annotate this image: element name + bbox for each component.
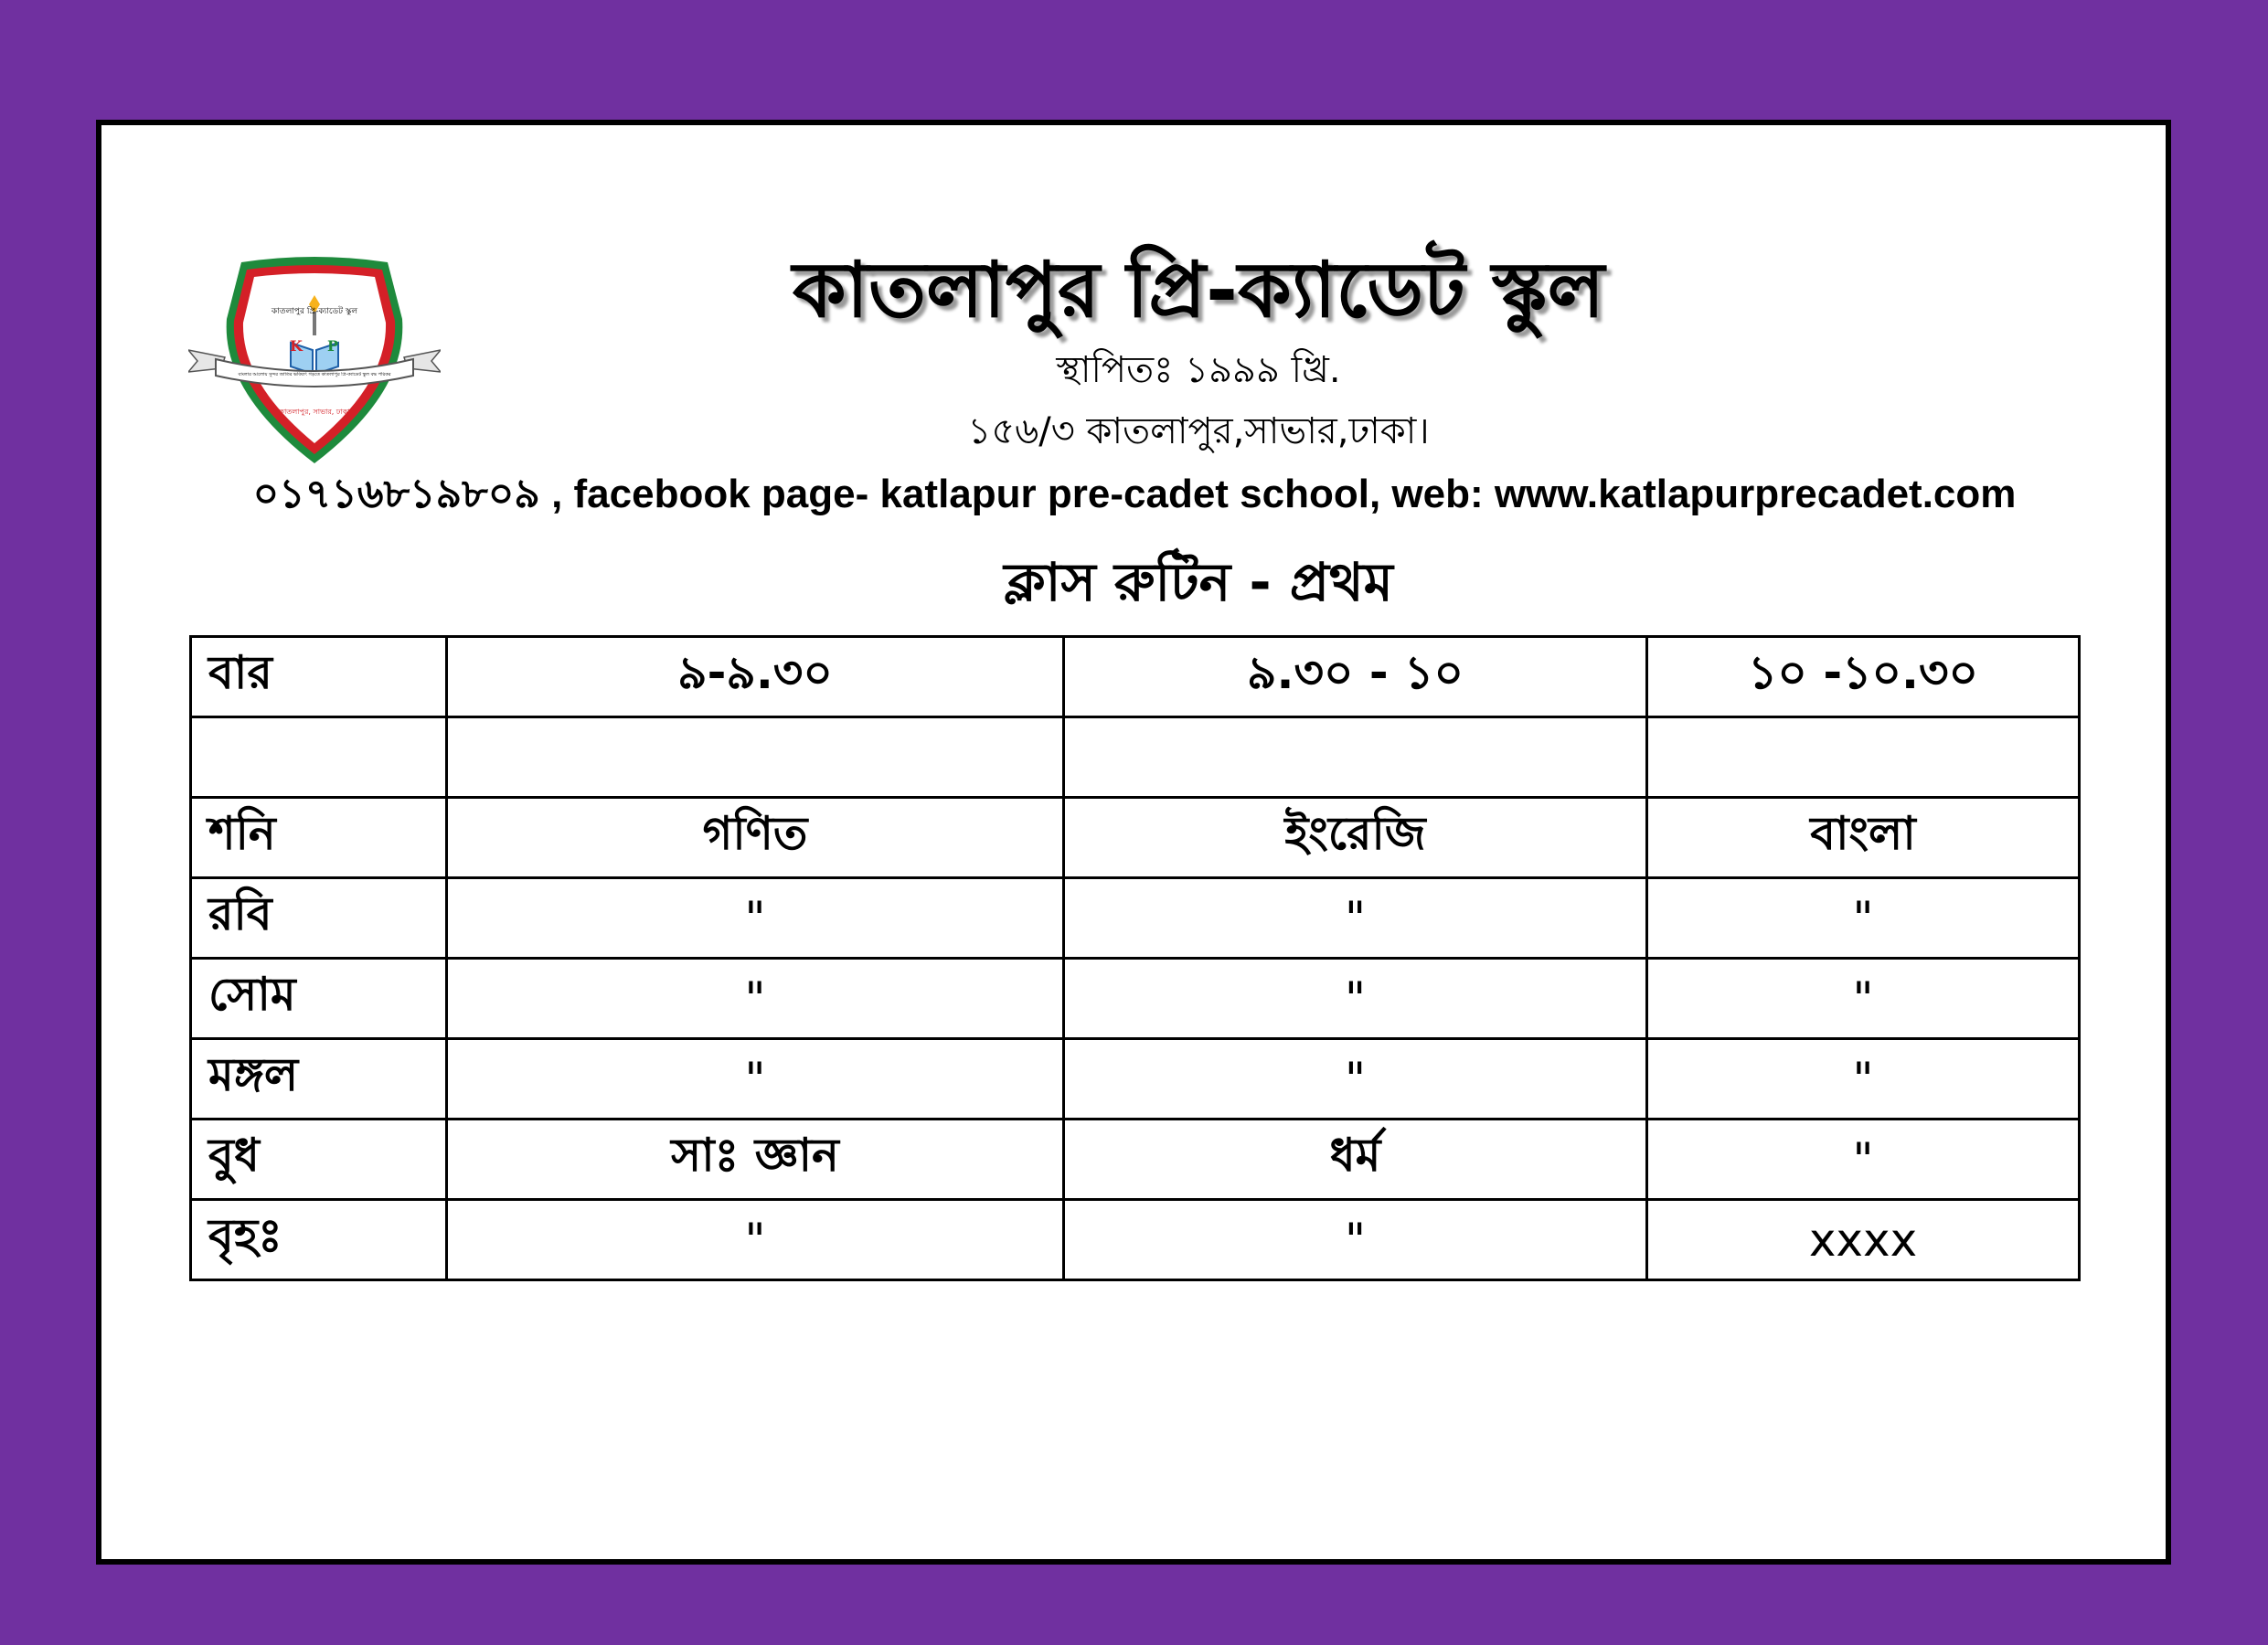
- subject-cell: ": [1064, 1200, 1647, 1280]
- school-crest-icon: [188, 255, 441, 470]
- table-row: [191, 1120, 2080, 1200]
- subject-cell: ": [1064, 878, 1647, 959]
- logo-ribbon-text: বাংলার আলোয় সুন্দর জাতির ভবিষ্যৎ গড়তে কাতলাপুর প্রি-ক্যাডেট স্কুল বদ্ধ পরিকর: [238, 372, 391, 377]
- header-slot-1: ৯-৯.৩০: [447, 637, 1064, 717]
- contact-line: ০১৭১৬৮১৯৮০৯ , facebook page- katlapur pre-cadet school, web: www.katlapurprecadet.com: [252, 472, 2017, 516]
- school-name: কাতলাপুর প্রি-ক্যাডেট স্কুল: [792, 245, 1605, 334]
- header-day: বার: [191, 637, 447, 717]
- subject-cell: ধর্ম: [1064, 1120, 1647, 1200]
- subject-cell: গণিত: [447, 798, 1064, 878]
- table-row: [191, 717, 2080, 798]
- logo-bottom-text: কাতলাপুর, সাভার, ঢাকা: [279, 408, 350, 416]
- header-slot-3: ১০ -১০.৩০: [1647, 637, 2080, 717]
- routine-title: ক্লাস রুটিন - প্রথম: [1004, 551, 1393, 613]
- subject-cell: [1647, 717, 2080, 798]
- subject-cell: সাঃ জ্ঞান: [447, 1120, 1064, 1200]
- subject-cell: ": [447, 1200, 1064, 1280]
- routine-table: [189, 635, 2081, 1281]
- school-address: ১৫৬/৩ কাতলাপুর,সাভার,ঢাকা।: [967, 410, 1430, 452]
- logo-banner-text: কাতলাপুর প্রি-ক্যাডেট স্কুল: [271, 307, 358, 316]
- subject-cell: ": [1647, 959, 2080, 1039]
- subject-cell: বাংলা: [1647, 798, 2080, 878]
- subject-cell: xxxx: [1647, 1200, 2080, 1280]
- school-logo: [188, 255, 441, 470]
- subject-cell: [447, 717, 1064, 798]
- day-cell: রবি: [191, 878, 447, 959]
- logo-initial-p: P: [326, 337, 339, 355]
- logo-initial-k: K: [290, 337, 303, 355]
- subject-cell: ": [1647, 878, 2080, 959]
- day-cell: মঙ্গল: [191, 1039, 447, 1120]
- day-cell: বুধ: [191, 1120, 447, 1200]
- subject-cell: ": [447, 959, 1064, 1039]
- day-cell: শনি: [191, 798, 447, 878]
- table-row: [191, 959, 2080, 1039]
- table-row: [191, 1200, 2080, 1280]
- day-cell: বৃহঃ: [191, 1200, 447, 1280]
- subject-cell: ": [1647, 1120, 2080, 1200]
- day-cell: [191, 717, 447, 798]
- subject-cell: ": [447, 878, 1064, 959]
- table-row: [191, 1039, 2080, 1120]
- logo-top-text: স্থাপিত ১৯৯৯ খ্রি: [292, 268, 337, 275]
- header-row: [191, 637, 2080, 717]
- day-cell: সোম: [191, 959, 447, 1039]
- subject-cell: ইংরেজি: [1064, 798, 1647, 878]
- established-year: স্থাপিতঃ ১৯৯৯ খ্রি.: [1056, 349, 1341, 391]
- subject-cell: ": [1647, 1039, 2080, 1120]
- header-slot-2: ৯.৩০ - ১০: [1064, 637, 1647, 717]
- subject-cell: [1064, 717, 1647, 798]
- table-row: [191, 878, 2080, 959]
- subject-cell: ": [447, 1039, 1064, 1120]
- table-row: [191, 798, 2080, 878]
- subject-cell: ": [1064, 1039, 1647, 1120]
- routine-sheet: [96, 120, 2171, 1565]
- subject-cell: ": [1064, 959, 1647, 1039]
